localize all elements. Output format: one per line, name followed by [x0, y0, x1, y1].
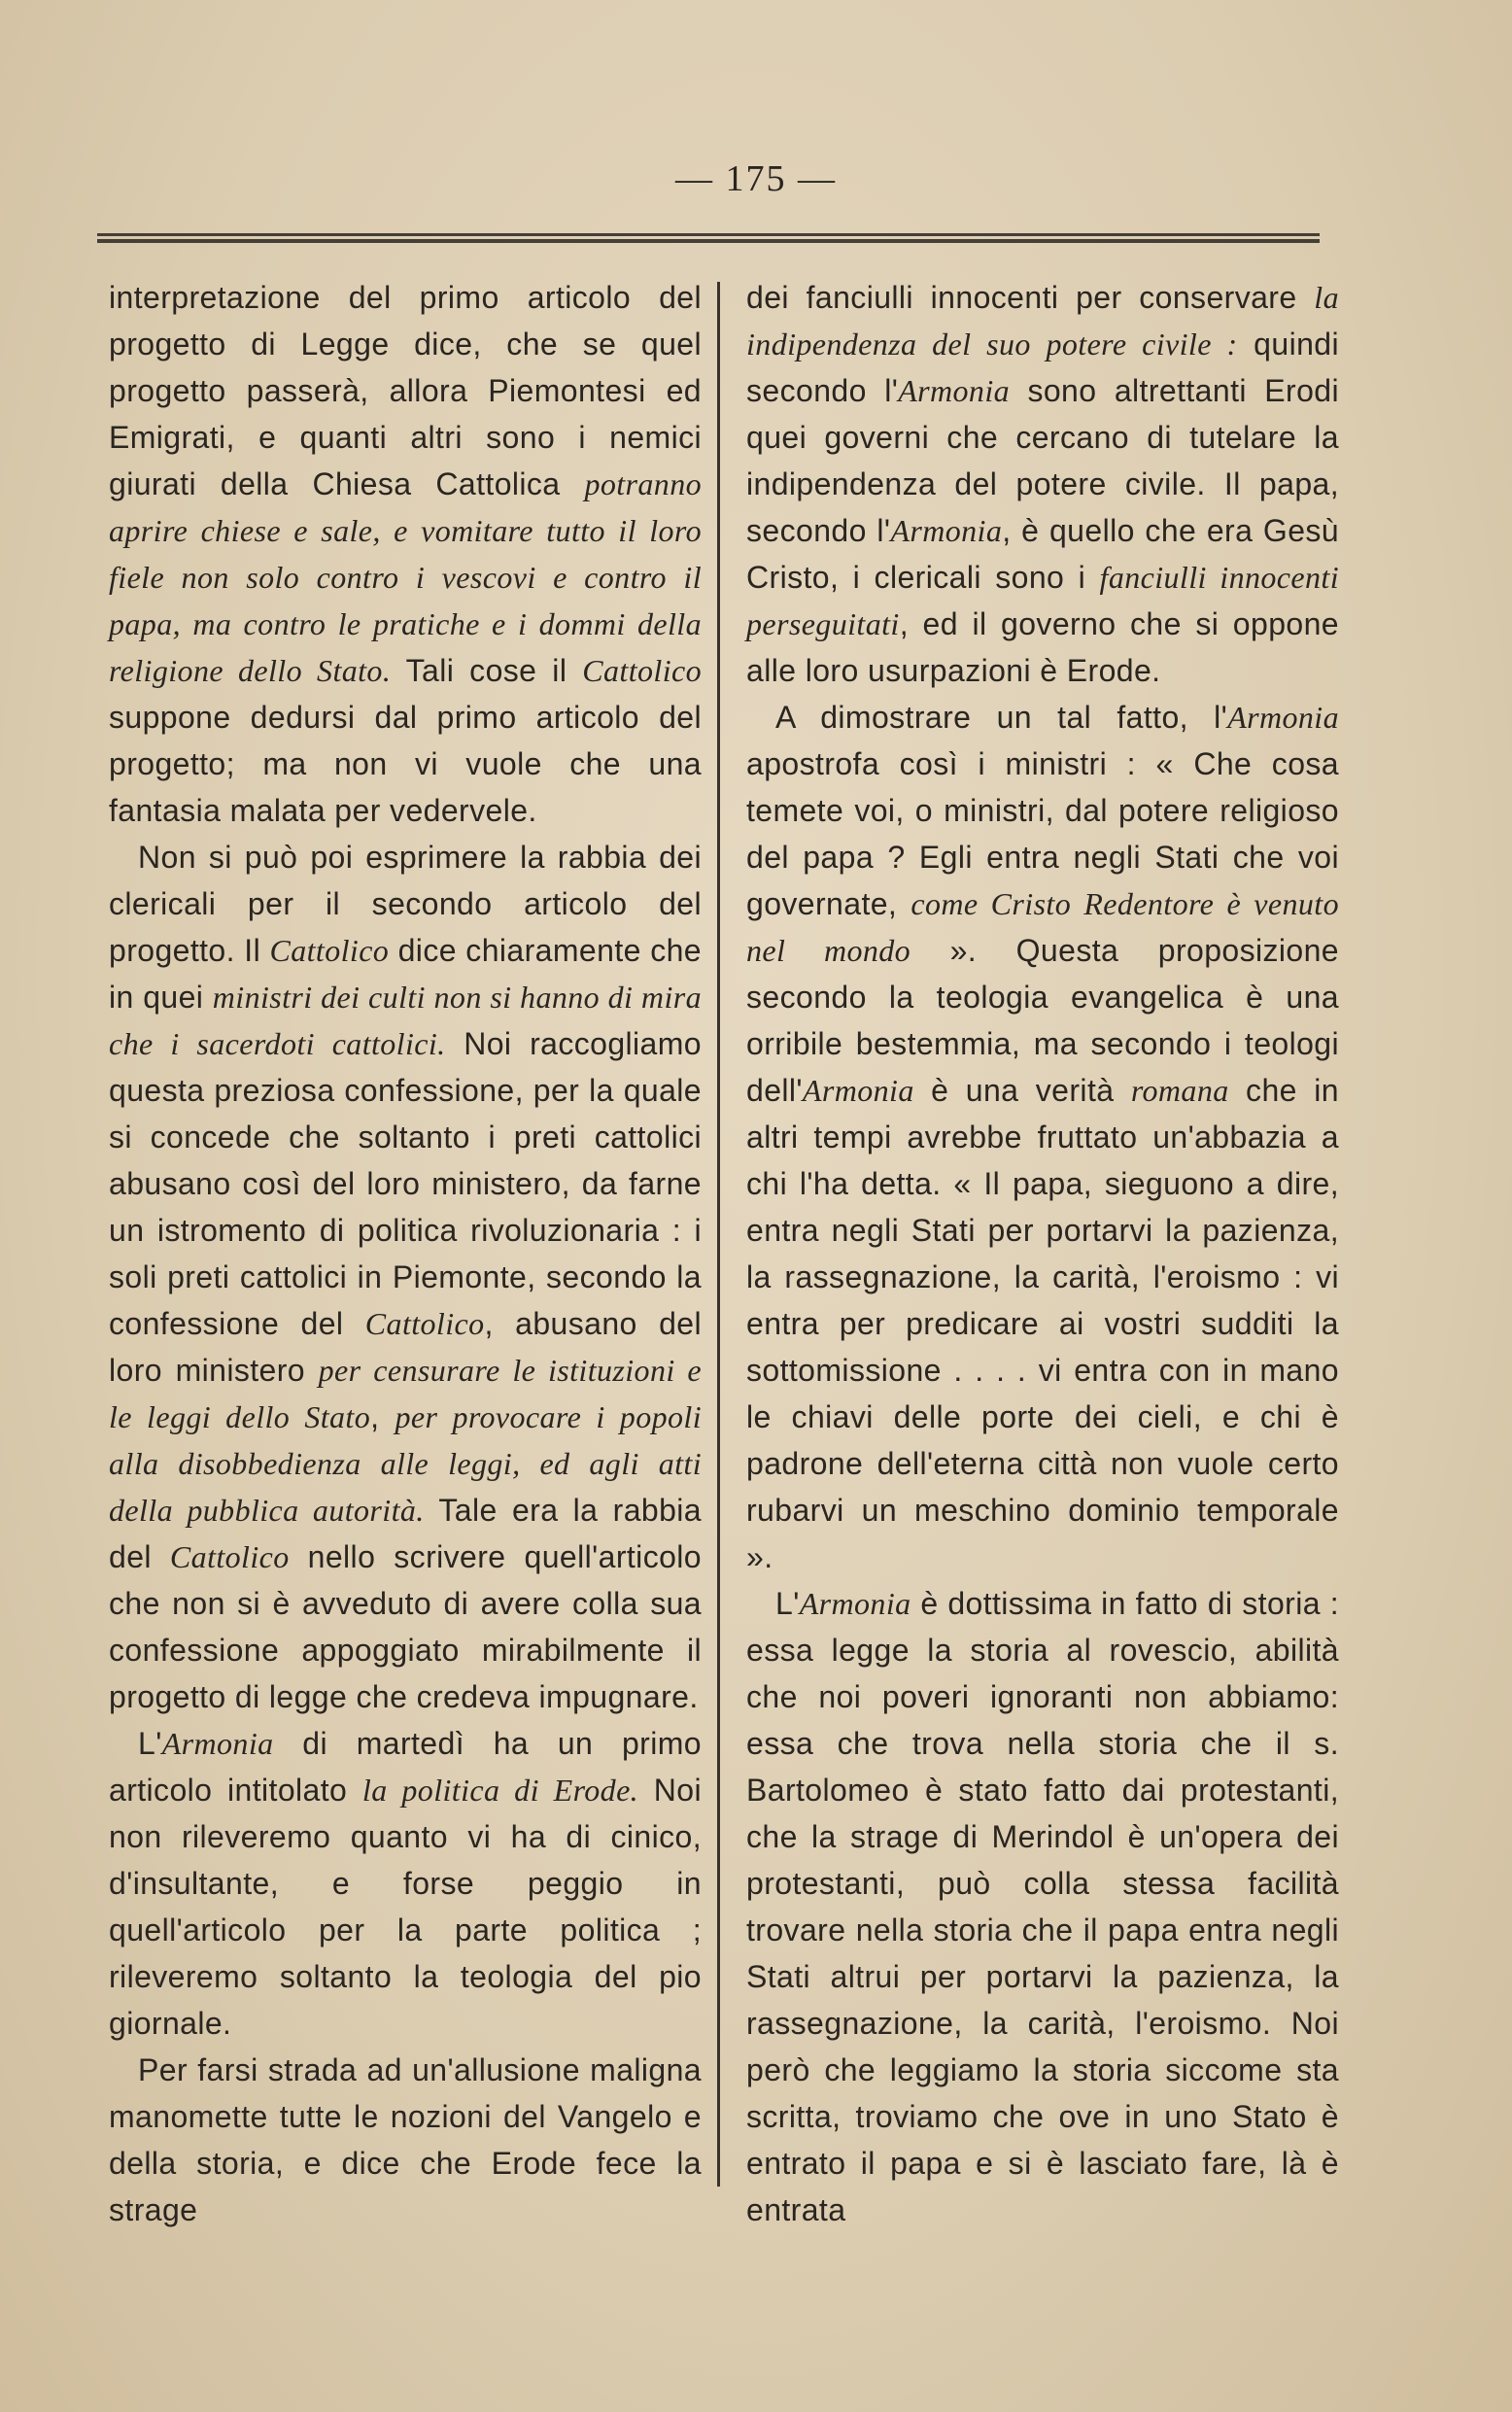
italic-text: Armonia: [1227, 700, 1339, 735]
text-run: A dimostrare un tal fatto, l': [775, 700, 1228, 735]
text-run: sono altrettanti Erodi quei governi che cercano di tutelare la indipendenza del potere civile. Il papa, secondo l': [746, 373, 1339, 548]
italic-text: come Cristo Redentore è venuto nel mondo: [746, 886, 1340, 968]
italic-text: Armonia: [799, 1586, 911, 1621]
paragraph: [109, 2047, 702, 2233]
text-run: ». Questa proposizione secondo la teologia evangelica è una orribile bestemmia, ma secondo i teologi dell': [746, 933, 1339, 1108]
italic-text: per censurare le istituzioni e le leggi dello Stato: [109, 1353, 702, 1434]
page-number: — 175 —: [675, 158, 837, 199]
text-run: è una verità: [913, 1073, 1131, 1108]
text-run: apostrofa così i ministri : « Che cosa temete voi, o ministri, dal potere religioso del papa ? Egli entra negli Stati che voi governate,: [746, 746, 1339, 921]
text-run: Per farsi strada ad un'allusione maligna manomette tutte le nozioni del Vangelo e della storia, e dice che Erode fece la strage: [109, 2052, 702, 2227]
right-column: [746, 274, 1339, 2233]
italic-text: Cattolico: [364, 1306, 485, 1341]
text-run: quindi secondo l': [746, 327, 1339, 408]
text-run: L': [775, 1586, 800, 1621]
paragraph: [746, 1580, 1339, 2233]
paragraph: [109, 274, 702, 834]
text-run: suppone dedursi dal primo articolo del progetto; ma non vi vuole che una fantasia malata per vedervele.: [109, 700, 702, 828]
text-run: ,: [370, 1399, 395, 1434]
italic-text: romana: [1130, 1073, 1229, 1108]
text-run: L': [138, 1726, 162, 1761]
paragraph: [109, 834, 702, 1720]
italic-text: Armonia: [890, 513, 1003, 548]
italic-text: Armonia: [898, 373, 1011, 408]
text-run: Noi non rileveremo quanto vi ha di cinico, d'insultante, e forse peggio in quell'articolo per la parte politica ; rileveremo soltanto la teologia del pio giornale.: [109, 1773, 702, 2041]
text-run: che in altri tempi avrebbe fruttato un'abbazia a chi l'ha detta. « Il papa, sieguono a dire, entra negli Stati per portarvi la pazienza, la rassegnazione, la carità, l'eroismo : vi entra per predicare ai vostri sudditi la sottomissione . . . . vi entra con in mano le chiavi delle porte dei cieli, e chi è padrone dell'eterna città non vuole certo rubarvi un meschino dominio temporale ».: [746, 1073, 1339, 1574]
italic-text: potranno aprire chiese e sale, e vomitare tutto il loro fiele non solo contro i vescovi e contro il papa, ma contro le pratiche e i dommi della religione dello Stato.: [109, 466, 702, 688]
text-run: dei fanciulli innocenti per conservare: [746, 280, 1315, 315]
text-run: Noi raccogliamo questa preziosa confessione, per la quale si concede che soltanto i preti cattolici abusano così del loro ministero, da farne un istromento di politica rivoluzionaria : i soli preti cattolici in Piemonte, secondo la confessione del: [109, 1026, 702, 1341]
italic-text: per provocare i popoli alla disobbedienza alle leggi, ed agli atti della pubblica autorità.: [109, 1399, 702, 1528]
text-run: , è quello che era Gesù Cristo, i clericali sono i: [746, 513, 1340, 595]
italic-text: Cattolico: [169, 1539, 290, 1574]
text-run: Tale era la rabbia del: [109, 1493, 702, 1574]
column-divider: [717, 282, 720, 2187]
italic-text: Cattolico: [269, 933, 390, 968]
text-run: , abusano del loro ministero: [109, 1306, 702, 1388]
italic-text: Armonia: [802, 1073, 914, 1108]
header-rule: [97, 233, 1320, 243]
text-run: nello scrivere quell'articolo che non si è avveduto di avere colla sua confessione appoggiato mirabilmente il progetto di legge che credeva impugnare.: [109, 1539, 702, 1714]
text-run: Tali cose il: [391, 653, 583, 688]
italic-text: Armonia: [161, 1726, 274, 1761]
paragraph: [109, 1720, 702, 2047]
paragraph: [746, 274, 1339, 694]
italic-text: fanciulli innocenti perseguitati: [746, 560, 1339, 641]
italic-text: la indipendenza del suo potere civile :: [746, 280, 1339, 362]
text-run: dice chiaramente che in quei: [109, 933, 702, 1015]
text-run: è dottissima in fatto di storia : essa legge la storia al rovescio, abilità che noi poveri ignoranti non abbiamo: essa che trova nella storia che il s. Bartolomeo è stato fatto dai protestanti, che la strage di Merindol è un'opera dei protestanti, può colla stessa facilità trovare nella storia che il papa entra negli Stati altrui per portarvi la pazienza, la rassegnazione, la carità, l'eroismo. Noi però che leggiamo la storia siccome sta scritta, troviamo che ove in uno Stato è entrato il papa e si è lasciato fare, là è entrata: [746, 1586, 1339, 2227]
paragraph: [746, 694, 1339, 1580]
left-column: [109, 274, 702, 2233]
text-run: di martedì ha un primo articolo intitolato: [109, 1726, 702, 1808]
text-run: interpretazione del primo articolo del progetto di Legge dice, che se quel progetto passerà, allora Piemontesi ed Emigrati, e quanti altri sono i nemici giurati della Chiesa Cattolica: [109, 280, 702, 501]
text-run: Non si può poi esprimere la rabbia dei clericali per il secondo articolo del progetto. Il: [109, 840, 702, 968]
text-run: , ed il governo che si oppone alle loro usurpazioni è Erode.: [746, 606, 1339, 688]
italic-text: Cattolico: [582, 653, 702, 688]
italic-text: ministri dei culti non si hanno di mira che i sacerdoti cattolici.: [109, 980, 702, 1061]
italic-text: la politica di Erode.: [361, 1773, 639, 1808]
